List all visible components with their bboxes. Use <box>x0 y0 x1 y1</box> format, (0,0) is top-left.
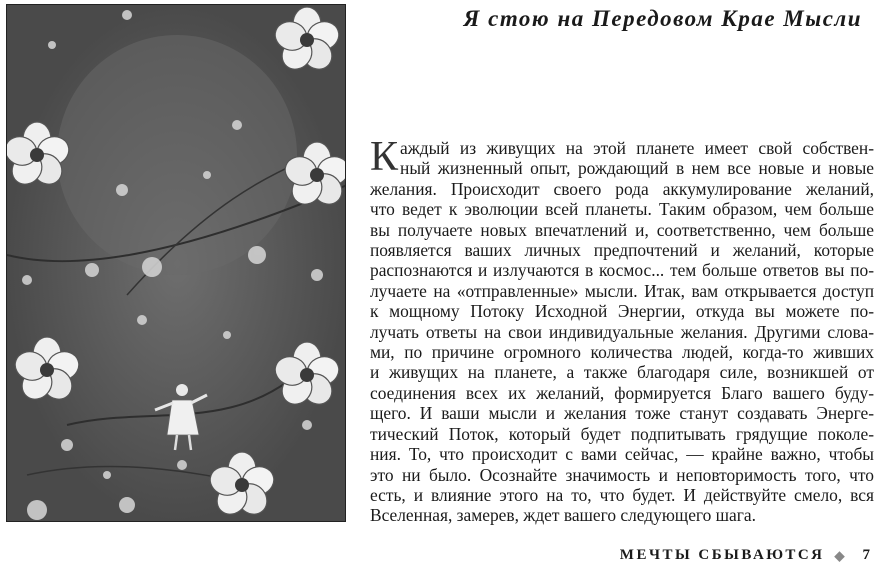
text-line: лучаете на «отправленные» мысли. Итак, вам открывается доступ <box>370 280 874 301</box>
page-number: 7 <box>862 547 870 563</box>
text-line: Вселенная, замерев, ждет вашего следующего шага. <box>370 505 756 526</box>
running-footer <box>620 547 870 564</box>
book-title: МЕЧТЫ СБЫВАЮТСЯ <box>619 547 825 563</box>
text-line: распознаются и излучаются в космос... тем больше ответов вы по- <box>370 260 874 281</box>
text-line: аждый из живущих на этой планете имеет свой собствен- <box>400 138 874 158</box>
page-title: Я стою на Передовом Крае Мысли <box>463 6 862 31</box>
text-line: и живущих на планете, а также благодаря силе, возникшей от <box>370 362 874 383</box>
text-line: вы получаете новых впечатлений и, соответственно, чем больше <box>370 219 874 240</box>
text-line: что ведет к эволюции всей планеты. Таким образом, чем больше <box>370 199 874 220</box>
illustration <box>6 4 346 522</box>
text-line: это ни было. Осознайте значимость и неповторимость того, что <box>370 464 874 485</box>
body-paragraph <box>370 134 874 526</box>
text-line: щего. И ваши мысли и желания тоже станут создавать Энерге- <box>370 403 874 424</box>
text-line: тический Поток, который будет подпитывать грядущие поколе- <box>370 423 874 444</box>
text-line: ния. То, что происходит с вами сейчас, — крайне важно, чтобы <box>370 444 874 465</box>
text-line: лучать ответы на свои индивидуальные желания. Другими слова- <box>370 321 874 342</box>
illustration-art <box>7 5 346 522</box>
text-line: к мощному Потоку Исходной Энергии, откуда вы можете по- <box>370 301 874 322</box>
text-line: желания. Происходит своего рода аккумулирование желаний, <box>370 178 874 199</box>
diamond-icon: ◆ <box>834 547 845 563</box>
text-line: соединения всех их желаний, формируется Благо вашего буду- <box>370 382 874 403</box>
text-line: появляется ваших личных предпочтений и желаний, которые <box>370 240 874 261</box>
text-line: ми, по причине огромного количества людей, когда-то живших <box>370 342 874 363</box>
drop-cap: К <box>370 134 399 180</box>
text-line: есть, и влияние этого на то, что будет. И действуйте смело, вся <box>370 484 874 505</box>
text-line: ный жизненный опыт, рождающий в нем все новые и новые <box>400 158 874 179</box>
